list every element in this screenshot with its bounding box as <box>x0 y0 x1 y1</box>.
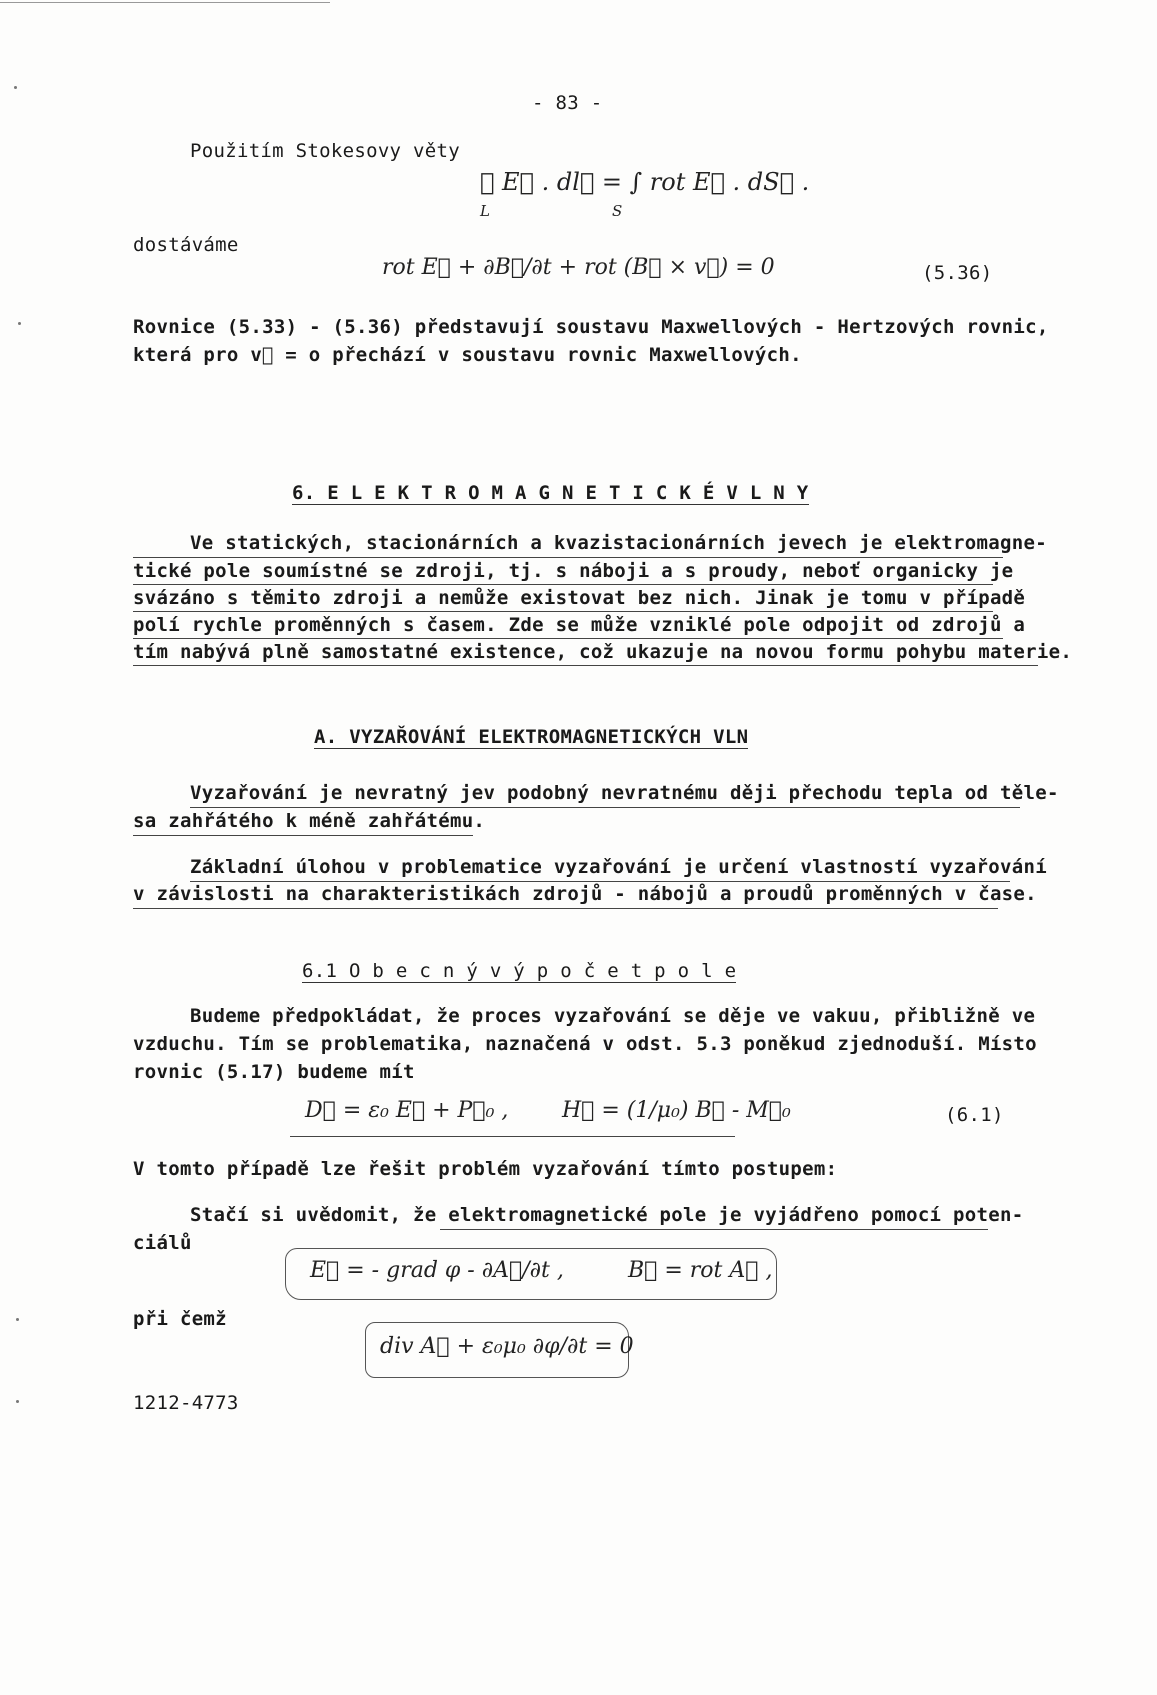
pencil-underline <box>133 584 993 585</box>
equation-label-6-1: (6.1) <box>945 1104 1004 1126</box>
section-6-line5: tím nabývá plně samostatné existence, což ukazuje na novou formu pohybu materie. <box>133 641 1073 663</box>
section-6-1-line2: vzduchu. Tím se problematika, naznačená v odst. 5.3 poněkud zjednoduší. Místo <box>133 1033 1037 1055</box>
stokes-sub-l: L <box>480 202 490 220</box>
page-number: - 83 - <box>532 92 603 114</box>
section-6-line3: svázáno s těmito zdroji a nemůže existovat bez nich. Jinak je tomu v případě <box>133 587 1026 609</box>
stokes-formula: ∮ E⃗ . dl⃗ = ∫ rot E⃗ . dS⃗ . <box>480 168 810 196</box>
potential-equation-e: E⃗ = - grad φ - ∂A⃗/∂t , <box>310 1258 564 1283</box>
section-a-heading-text: A. VYZAŘOVÁNÍ ELEKTROMAGNETICKÝCH VLN <box>314 726 749 748</box>
section-6-1-approach: V tomto případě lze řešit problém vyzařování tímto postupem: <box>133 1158 838 1180</box>
section-6-1-heading-text: 6.1 O b e c n ý v ý p o č e t p o l e <box>302 960 737 982</box>
pencil-underline <box>133 557 1003 558</box>
pencil-underline <box>133 638 1003 639</box>
equation-underline <box>290 1136 735 1137</box>
pencil-underline <box>133 835 473 836</box>
section-6-1-heading <box>302 960 736 982</box>
section-6-heading-text: 6. E L E K T R O M A G N E T I C K É V L N Y <box>292 482 809 504</box>
section-6-heading <box>292 482 809 504</box>
lorenz-gauge-equation: div A⃗ + ε₀μ₀ ∂φ/∂t = 0 <box>380 1334 634 1359</box>
section-a-para1-line1: Vyzařování je nevratný jev podobný nevratnému ději přechodu tepla od těle- <box>190 782 1059 804</box>
equation-label-5-36: (5.36) <box>922 262 993 284</box>
pencil-underline <box>190 807 1020 808</box>
section-6-1-para2-line2: ciálů <box>133 1232 192 1254</box>
section-a-para2-line2: v závislosti na charakteristikách zdrojů - nábojů a proudů proměnných v čase. <box>133 883 1037 905</box>
potential-equation-b: B⃗ = rot A⃗ , <box>628 1258 773 1283</box>
section-a-para2-line1: Základní úlohou v problematice vyzařování je určení vlastností vyzařování <box>190 856 1047 878</box>
maxwell-hertz-line2: která pro v⃗ = o přechází v soustavu rovnic Maxwellových. <box>133 344 802 366</box>
dostavame: dostáváme <box>133 234 239 256</box>
scan-speck <box>16 1400 19 1403</box>
section-6-line1: Ve statických, stacionárních a kvazistacionárních jevech je elektromagne- <box>190 532 1047 554</box>
pencil-underline <box>190 881 1010 882</box>
section-6-1-line3: rovnic (5.17) budeme mít <box>133 1061 415 1083</box>
equation-5-36: rot E⃗ + ∂B⃗/∂t + rot (B⃗ × v⃗) = 0 <box>382 255 775 280</box>
scan-speck <box>14 86 17 89</box>
pri-cemz: při čemž <box>133 1308 227 1330</box>
footer-code: 1212-4773 <box>133 1392 239 1414</box>
section-6-line2: tické pole soumístné se zdroji, tj. s náboji a s proudy, neboť organicky je <box>133 560 1014 582</box>
section-6-1-para2-line1: Stačí si uvědomit, že elektromagnetické pole je vyjádřeno pomocí poten- <box>190 1204 1024 1226</box>
maxwell-hertz-line1: Rovnice (5.33) - (5.36) představují soustavu Maxwellových - Hertzových rovnic, <box>133 316 1049 338</box>
pencil-underline <box>133 908 998 909</box>
scan-speck <box>18 322 21 325</box>
equation-6-1-right: H⃗ = (1/μ₀) B⃗ - M⃗₀ <box>562 1098 791 1123</box>
stokes-sub-s: S <box>612 202 623 220</box>
pencil-underline <box>440 1229 988 1230</box>
pencil-underline <box>133 665 1038 666</box>
scan-edge-line <box>0 2 330 3</box>
equation-6-1-left: D⃗ = ε₀ E⃗ + P⃗₀ , <box>305 1098 509 1123</box>
section-a-para1-line2: sa zahřátého k méně zahřátému. <box>133 810 486 832</box>
stokes-intro: Použitím Stokesovy věty <box>190 140 460 162</box>
scan-speck <box>16 1318 19 1321</box>
section-a-heading <box>314 726 748 748</box>
section-6-line4: polí rychle proměnných s časem. Zde se může vzniklé pole odpojit od zdrojů a <box>133 614 1026 636</box>
section-6-1-line1: Budeme předpokládat, že proces vyzařování se děje ve vakuu, přibližně ve <box>190 1005 1036 1027</box>
pencil-underline <box>133 611 993 612</box>
